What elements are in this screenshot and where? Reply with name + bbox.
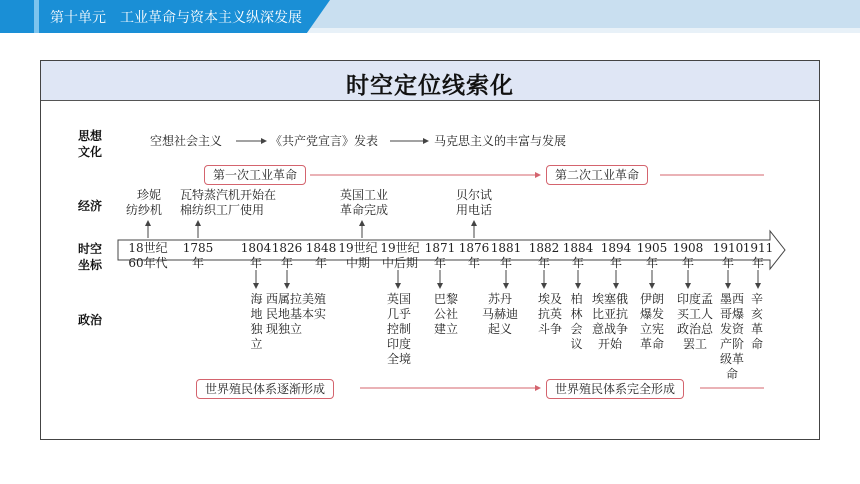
event-watt-line1: 瓦特蒸汽机开始在 xyxy=(180,188,277,202)
event-latam-line2: 民地基本实 xyxy=(266,307,327,321)
timeline-year: 1884 xyxy=(562,241,594,255)
event-uk-line1: 英国工业 xyxy=(340,188,389,202)
event-bell-line2: 用电话 xyxy=(456,203,493,217)
event-latam-line3: 现独立 xyxy=(266,322,303,336)
timeline-unit: 年 xyxy=(609,256,622,270)
event-paris: 巴黎公社建立 xyxy=(433,292,458,336)
timeline-year: 1804 xyxy=(240,241,272,255)
event-watt-line2: 棉纺织工厂使用 xyxy=(180,203,265,217)
timeline-year: 1826 xyxy=(271,241,303,255)
timeline-year: 1785 xyxy=(182,241,214,255)
event-india-workers: 印度孟买工人政治总罢工 xyxy=(676,292,713,351)
event-uk-line2: 革命完成 xyxy=(340,203,389,217)
timeline-unit: 年 xyxy=(645,256,658,270)
timeline-unit: 中后期 xyxy=(381,256,418,270)
event-egypt: 埃及抗英斗争 xyxy=(537,292,562,336)
timeline-unit: 年 xyxy=(314,256,327,270)
timeline-unit: 年 xyxy=(467,256,480,270)
colonial-system-forming: 世界殖民体系逐渐形成 xyxy=(196,379,334,399)
event-sudan-line2: 马赫迪 xyxy=(482,307,519,321)
timeline-unit: 年 xyxy=(681,256,694,270)
timeline-unit: 年 xyxy=(280,256,293,270)
timeline-unit: 年 xyxy=(249,256,262,270)
event-jenny-line1: 珍妮 xyxy=(136,188,161,202)
timeline-unit: 60年代 xyxy=(128,256,168,270)
timeline-year: 1910 xyxy=(712,241,744,255)
event-latam-line1: 西属拉美殖 xyxy=(266,292,327,306)
timeline-unit: 年 xyxy=(191,256,204,270)
timeline-unit: 年 xyxy=(721,256,734,270)
timeline-unit: 年 xyxy=(499,256,512,270)
timeline-unit: 年 xyxy=(751,256,764,270)
colonial-system-formed: 世界殖民体系完全形成 xyxy=(546,379,684,399)
timeline-unit: 中期 xyxy=(345,256,370,270)
timeline-unit: 年 xyxy=(571,256,584,270)
event-haiti: 海地独立 xyxy=(250,292,263,351)
culture-manifesto: 《共产党宣言》发表 xyxy=(270,134,379,148)
event-sudan-line3: 起义 xyxy=(488,322,513,336)
row-label-timeline: 时空坐标 xyxy=(78,242,103,272)
culture-marxism: 马克思主义的丰富与发展 xyxy=(434,134,567,148)
event-sudan-line1: 苏丹 xyxy=(488,292,513,306)
row-label-culture: 思想文化 xyxy=(78,129,103,159)
event-ethiopia: 埃塞俄比亚抗意战争开始 xyxy=(591,292,628,351)
timeline-year: 1848 xyxy=(305,241,337,255)
timeline-year: 1908 xyxy=(672,241,704,255)
event-iran: 伊朗爆发立宪革命 xyxy=(639,292,664,351)
timeline-year: 1894 xyxy=(600,241,632,255)
timeline-year: 19世纪 xyxy=(338,241,378,255)
panel-title: 时空定位线索化 xyxy=(346,73,514,99)
unit-title: 第十单元 工业革命与资本主义纵深发展 xyxy=(50,10,302,26)
event-mexico: 墨西哥爆发资产阶级革命 xyxy=(719,292,744,381)
timeline-year: 1876 xyxy=(458,241,490,255)
timeline-year: 18世纪 xyxy=(128,241,168,255)
timeline-year: 1871 xyxy=(424,241,456,255)
second-industrial-revolution: 第二次工业革命 xyxy=(546,165,648,185)
timeline-year: 1882 xyxy=(528,241,560,255)
timeline-year: 1905 xyxy=(636,241,668,255)
culture-utopian: 空想社会主义 xyxy=(150,134,223,148)
timeline-unit: 年 xyxy=(433,256,446,270)
timeline-year: 1881 xyxy=(490,241,522,255)
timeline-year: 1911 xyxy=(742,241,774,255)
event-bell-line1: 贝尔试 xyxy=(456,188,493,202)
event-xinhai: 辛亥革命 xyxy=(750,292,763,351)
row-label-economy: 经济 xyxy=(78,199,103,213)
event-india: 英国几乎控制印度全境 xyxy=(386,292,411,366)
timeline-unit: 年 xyxy=(537,256,550,270)
event-berlin: 柏林会议 xyxy=(570,292,583,351)
row-label-politics: 政治 xyxy=(78,313,103,327)
event-jenny-line2: 纺纱机 xyxy=(126,203,163,217)
timeline-year: 19世纪 xyxy=(380,241,420,255)
first-industrial-revolution: 第一次工业革命 xyxy=(204,165,306,185)
